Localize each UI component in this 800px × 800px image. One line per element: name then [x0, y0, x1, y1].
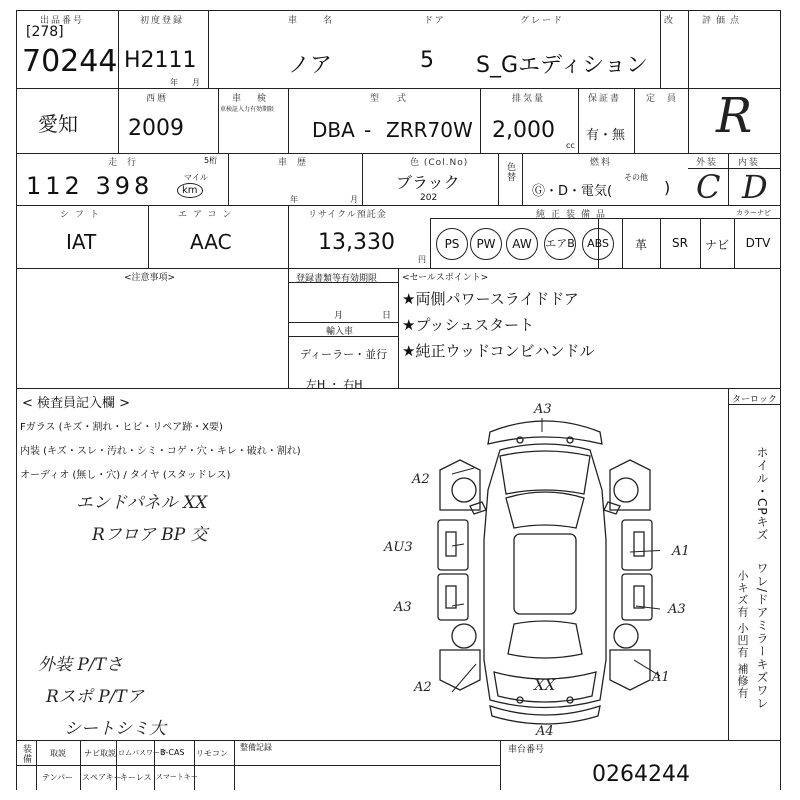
fuel-other: その他 — [624, 173, 648, 182]
capacity-label: 定員 — [646, 94, 689, 104]
import-drive: 左H ・ 右H — [306, 378, 363, 391]
lower-note-2: Rスポ P/Tア — [46, 687, 144, 707]
equip-leather: 革 — [634, 238, 647, 252]
recycle-unit: 円 — [418, 255, 426, 264]
mark-left-rear-fender: A2 — [414, 680, 432, 695]
footer-rom-pass: ロムパスワード — [118, 749, 167, 757]
color-number: 202 — [420, 193, 438, 203]
shift-value: IAT — [66, 230, 97, 254]
inspection-note: 車検証入力有効期限 — [220, 106, 275, 113]
reg-value: H2111 — [124, 48, 197, 73]
recycle-value: 13,330 — [318, 230, 395, 255]
doc-day: 日 — [382, 311, 392, 321]
year-label: 西暦 — [146, 94, 169, 104]
equip-navi: ナビ — [704, 238, 729, 252]
mark-rear-panel: XX — [534, 676, 556, 694]
vertical-note-2: ワレ/ドアミラーキズワレ — [755, 562, 769, 711]
warranty-value: 有・無 — [586, 128, 626, 143]
chassis-label: 車台番号 — [508, 745, 545, 755]
inspection-label: 車検 — [232, 94, 283, 104]
vertical-note-1: ホイル・CPキズ — [755, 446, 769, 542]
fuel-value: Ⓖ・D・電気( — [532, 184, 613, 199]
sales-point-1: ★両側パワースライドドア — [402, 290, 579, 308]
equip-pw: PW — [470, 228, 502, 260]
footer-equip-label: 装備 — [21, 744, 31, 764]
footer-navi-manual: ナビ取説 — [84, 749, 116, 758]
mark-left-rear-door: A3 — [394, 600, 412, 615]
history-label: 車歴 — [278, 158, 317, 168]
door-label: ドア — [424, 16, 446, 26]
exterior-label: 外装 — [696, 158, 719, 168]
lower-note-1: 外装 P/Tさ — [38, 655, 123, 675]
interior-grade: D — [742, 168, 768, 206]
footer-record-label: 整備記録 — [240, 743, 272, 752]
interior-label: 内装 — [738, 158, 761, 168]
equip-airbag: エアB — [544, 228, 576, 260]
equip-dtv: DTV — [745, 236, 771, 250]
doc-month: 月 — [334, 311, 344, 321]
score-value: R — [716, 88, 753, 144]
mileage-label: 走行 — [108, 158, 147, 168]
displacement: 2,000 — [492, 118, 555, 143]
grade-label: グレード — [520, 16, 565, 26]
reg-unit: 年月 — [170, 78, 214, 87]
lot-sub: [278] — [26, 24, 64, 40]
equip-abs: ABS — [582, 228, 614, 260]
mileage: 112 398 — [26, 172, 154, 200]
year: 2009 — [128, 116, 184, 141]
interior-line: 内装 (キズ・スレ・汚れ・シミ・コゲ・穴・キレ・破れ・割れ) — [20, 446, 301, 457]
mark-front-bumper: A3 — [534, 402, 552, 417]
mark-right-rear-door: A3 — [668, 602, 686, 617]
carrot-label: カラーナビ — [736, 209, 771, 217]
lot-number: 70244 — [22, 44, 118, 79]
cc-unit: cc — [566, 141, 575, 150]
footer-remote: リモコン — [196, 749, 228, 758]
footer-spare-key: スペアキー — [82, 773, 122, 782]
cc-label: 排気量 — [512, 94, 546, 104]
car-name: ノア — [288, 53, 333, 78]
mileage-unit-mile: マイル — [184, 173, 208, 182]
reg-label: 初度登録 — [140, 16, 185, 26]
equip-sr: SR — [672, 236, 688, 250]
lot-label: 出品番号 — [40, 16, 85, 26]
mark-left-front-door: AU3 — [384, 540, 413, 555]
doc-label: 登録書類等有効期限 — [296, 274, 378, 284]
name-label: 車名 — [288, 16, 359, 26]
ac-label: エアコン — [178, 210, 238, 220]
audio-line: オーディオ (無し・穴) / タイヤ (スタッドレス) — [20, 470, 231, 481]
sales-point-2: ★プッシュスタート — [402, 316, 535, 334]
mileage-note: 5桁 — [204, 156, 218, 165]
shift-label: シフト — [60, 210, 106, 220]
mark-right-rear-fender: A1 — [652, 670, 670, 685]
recycle-label: リサイクル預託金 — [308, 210, 387, 220]
mileage-unit-km: km — [177, 183, 203, 198]
model-prefix: DBA — [312, 118, 355, 142]
import-label: 輸入車 — [326, 327, 354, 337]
exterior-grade: C — [696, 168, 721, 206]
mod-label: 改 — [664, 16, 676, 26]
mark-front-left-fender: A2 — [412, 472, 430, 487]
fuel-label: 燃料 — [590, 158, 613, 168]
history-year: 年 — [290, 195, 298, 204]
equip-ps: PS — [436, 228, 468, 260]
sales-point-3: ★純正ウッドコンビハンドル — [402, 342, 595, 360]
lower-note-3: シートシミ大 — [64, 719, 166, 739]
door-count: 5 — [420, 48, 434, 73]
area: 愛知 — [38, 112, 78, 136]
equip-label: 純正装備品 — [536, 210, 612, 220]
color-value: ブラック — [396, 173, 460, 192]
repaint-label: 色替 — [505, 162, 515, 182]
footer-manual: 取説 — [50, 749, 66, 758]
mark-rear-bumper: A4 — [536, 724, 554, 739]
hand-note-1: エンドパネル XX — [76, 493, 208, 513]
hand-note-2: Rフロア BP 交 — [92, 525, 208, 545]
color-label: 色 (Col.No) — [410, 158, 469, 168]
warranty-label: 保証書 — [588, 94, 622, 104]
vertical-note-3: 小キズ有 小凹有 補修有 — [736, 570, 749, 699]
model-label: 型式 — [370, 94, 425, 104]
footer-keyless: キーレス — [120, 773, 152, 782]
caution-label: <注意事項> — [124, 273, 176, 283]
import-dealer: ディーラー・並行 — [300, 348, 388, 361]
sales-label: <セールスポイント> — [402, 273, 489, 283]
model-code: ZRR70W — [386, 118, 473, 142]
ac-value: AAC — [190, 230, 232, 254]
fuel-close: ) — [664, 178, 671, 197]
footer-smart-key: スマートキー — [156, 773, 198, 781]
chassis-number: 0264244 — [592, 762, 690, 787]
model-dash: - — [364, 118, 372, 142]
glass-line: Fガラス (キズ・割れ・ヒビ・リペア跡・X要) — [20, 422, 223, 433]
footer-tempa: テンパー — [42, 773, 74, 782]
footer-bcas: B-CAS — [160, 748, 185, 757]
tarlock-label: ターロック — [732, 395, 777, 405]
mark-right-front-door: A1 — [672, 544, 690, 559]
equip-aw: AW — [506, 228, 538, 260]
grade-value: S_Gエディション — [476, 53, 648, 78]
score-label: 評価点 — [702, 16, 745, 26]
inspector-title: < 検査員記入欄 > — [22, 396, 131, 411]
history-month: 月 — [350, 195, 358, 204]
